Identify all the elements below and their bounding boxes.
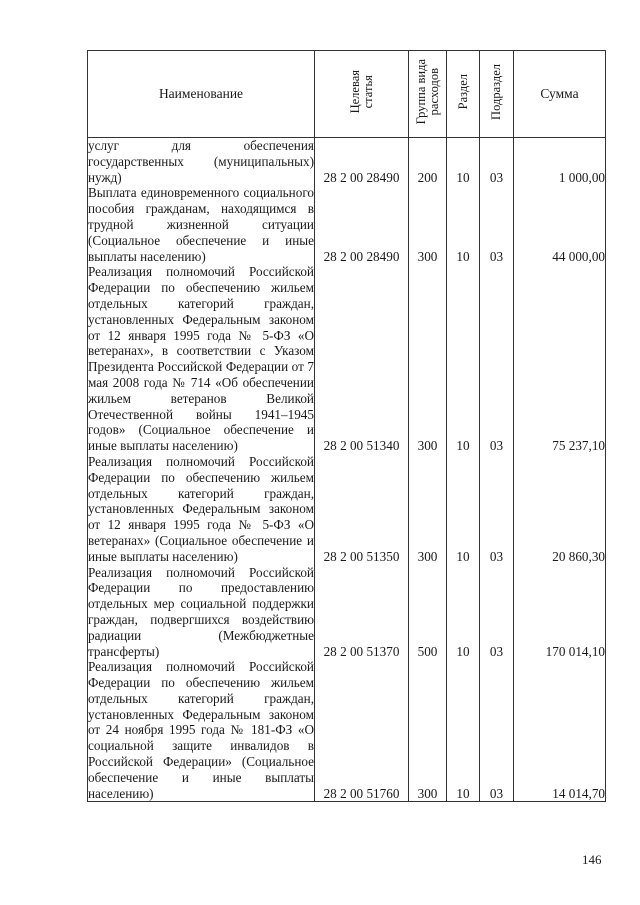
row-section: 10 (447, 264, 480, 454)
header-section (447, 51, 480, 138)
table-row (88, 454, 606, 565)
row-section: 10 (447, 565, 480, 660)
header-expense-group (409, 51, 447, 138)
row-subsection: 03 (480, 454, 514, 565)
row-name: услуг для обеспечения государственных (муниципальных) нужд) (88, 138, 314, 185)
header-section-label: Раздел (455, 74, 470, 110)
row-subsection: 03 (480, 659, 514, 802)
row-name: Реализация полномочий Российской Федерации по предоставлению отдельных мер социальной поддержки граждан, подвергшихся воздействию радиации (Межбюджетные трансферты) (88, 564, 314, 659)
row-name: Реализация полномочий Российской Федерации по обеспечению жильем отдельных категорий граждан, установленных Федеральным законом от 12 января 1995 года № 5-ФЗ «О ветеранах», в соответствии с Указом Президента Российской Федерации от 7 мая 2008 года № 714 «Об обеспечении жильем ветеранов Великой Отечественной войны 1941–1945 годов» (Социальное обеспечение и иные выплаты населению) (88, 264, 314, 454)
row-sum: 14 014,70 (514, 659, 606, 802)
row-target: 28 2 00 51340 (315, 264, 409, 454)
table-row (88, 264, 606, 454)
row-name: Выплата единовременного социального пособия гражданам, находящимся в трудной жизненной ситуации (Социальное обеспечение и иные выплаты населению) (88, 185, 314, 264)
row-target: 28 2 00 28490 (315, 185, 409, 264)
budget-table (87, 50, 606, 802)
row-section: 10 (447, 454, 480, 565)
row-target: 28 2 00 28490 (315, 138, 409, 186)
row-subsection: 03 (480, 565, 514, 660)
row-sum: 20 860,30 (514, 454, 606, 565)
row-group: 300 (409, 454, 447, 565)
table-row (88, 659, 606, 802)
row-sum: 44 000,00 (514, 185, 606, 264)
table-header-row (88, 51, 606, 138)
header-target-article (315, 51, 409, 138)
table-row (88, 138, 606, 186)
row-sum: 170 014,10 (514, 565, 606, 660)
row-subsection: 03 (480, 138, 514, 186)
header-subsection (480, 51, 514, 138)
row-group: 200 (409, 138, 447, 186)
row-sum: 1 000,00 (514, 138, 606, 186)
row-group: 500 (409, 565, 447, 660)
table-row (88, 185, 606, 264)
header-subsection-label: Подраздел (489, 64, 503, 121)
row-name: Реализация полномочий Российской Федерации по обеспечению жильем отдельных категорий граждан, установленных Федеральным законом от 12 января 1995 года № 5-ФЗ «О ветеранах» (Социальное обеспечение и иные выплаты населению) (88, 453, 314, 564)
row-sum: 75 237,10 (514, 264, 606, 454)
row-group: 300 (409, 659, 447, 802)
row-subsection: 03 (480, 185, 514, 264)
table-row (88, 565, 606, 660)
row-group: 300 (409, 185, 447, 264)
row-section: 10 (447, 138, 480, 186)
header-sum: Сумма (514, 51, 606, 138)
row-target: 28 2 00 51370 (315, 565, 409, 660)
row-group: 300 (409, 264, 447, 454)
row-target: 28 2 00 51760 (315, 659, 409, 802)
row-name: Реализация полномочий Российской Федерации по обеспечению жильем отдельных категорий граждан, установленных Федеральным законом от 24 ноября 1995 года № 181-ФЗ «О социальной защите инвалидов в Российской Федерации» (Социальное обеспечение и иные выплаты населению) (88, 659, 314, 801)
page-number: 146 (582, 852, 602, 867)
row-section: 10 (447, 659, 480, 802)
row-subsection: 03 (480, 264, 514, 454)
header-target-label: Целевая статья (347, 70, 375, 114)
row-target: 28 2 00 51350 (315, 454, 409, 565)
header-name: Наименование (88, 51, 315, 138)
header-group-label: Группа вида расходов (413, 59, 441, 125)
row-section: 10 (447, 185, 480, 264)
